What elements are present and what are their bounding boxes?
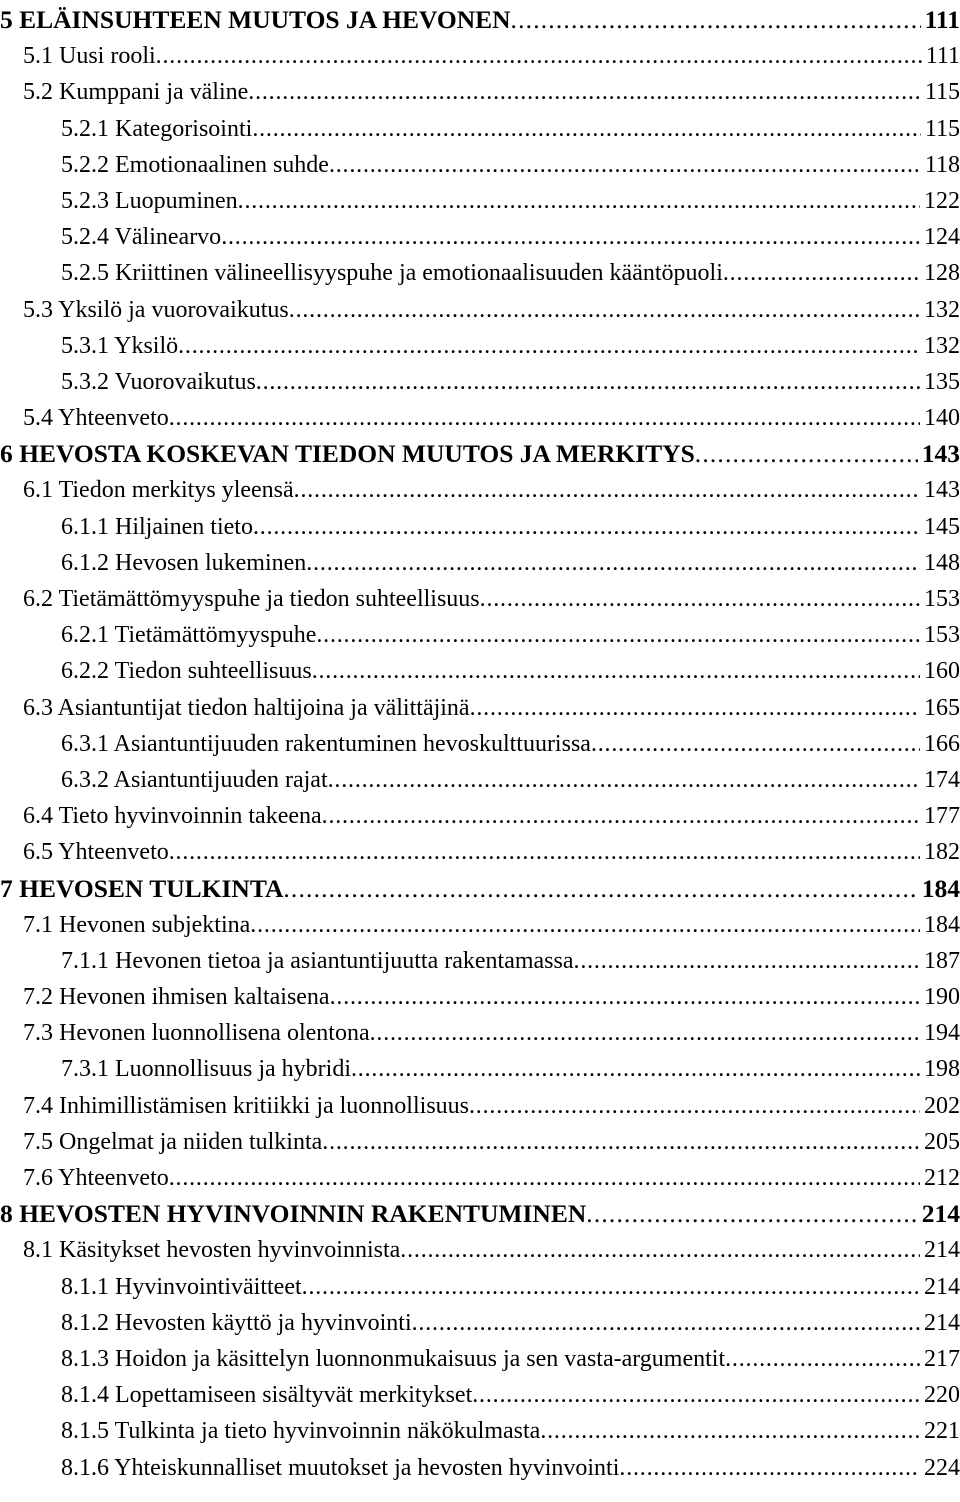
toc-page-number: 217 [924, 1345, 960, 1372]
toc-entry-title: 8.1.3 Hoidon ja käsittelyn luonnonmukaisuus ja sen vasta-argumentit [61, 1345, 726, 1372]
toc-subsection-entry[interactable] [0, 1413, 960, 1449]
toc-page-number: 148 [924, 549, 960, 576]
toc-entry-title: 8.1 Käsitykset hevosten hyvinvoinnista [23, 1237, 401, 1264]
toc-section-entry[interactable] [0, 581, 960, 617]
toc-entry-title: 5.2.4 Välinearvo [61, 224, 222, 251]
toc-dot-leader [250, 907, 920, 943]
toc-page-number: 160 [924, 658, 960, 685]
toc-entry-title: 6 HEVOSTA KOSKEVAN TIEDON MUUTOS JA MERKITYS [0, 439, 695, 469]
toc-section-entry[interactable] [0, 798, 960, 834]
toc-entry-title: 5.2.2 Emotionaalinen suhde [61, 151, 329, 178]
toc-subsection-entry[interactable] [0, 762, 960, 798]
toc-page-number: 187 [924, 947, 960, 974]
toc-dot-leader [540, 1413, 920, 1449]
toc-page-number: 184 [924, 911, 960, 938]
toc-entry-title: 5.3.2 Vuorovaikutus [61, 368, 256, 395]
toc-dot-leader [412, 1305, 920, 1341]
toc-page-number: 132 [924, 332, 960, 359]
toc-page-number: 115 [924, 79, 960, 106]
toc-page-number: 214 [924, 1309, 960, 1336]
toc-dot-leader [591, 726, 920, 762]
toc-page-number: 128 [924, 260, 960, 287]
toc-section-entry[interactable] [0, 400, 960, 436]
toc-dot-leader [329, 147, 921, 183]
toc-entry-title: 6.3.2 Asiantuntijuuden rajat [61, 766, 328, 793]
toc-subsection-entry[interactable] [0, 1450, 960, 1486]
toc-dot-leader [238, 183, 920, 219]
toc-entry-title: 6.3.1 Asiantuntijuuden rakentuminen hevoskulttuurissa [61, 730, 591, 757]
toc-subsection-entry[interactable] [0, 328, 960, 364]
toc-page-number: 198 [924, 1056, 960, 1083]
toc-subsection-entry[interactable] [0, 1305, 960, 1341]
toc-subsection-entry[interactable] [0, 1269, 960, 1305]
toc-entry-title: 6.5 Yhteenveto [23, 839, 169, 866]
toc-entry-title: 7.5 Ongelmat ja niiden tulkinta [23, 1128, 323, 1155]
toc-dot-leader [294, 472, 920, 508]
toc-dot-leader [400, 1232, 920, 1268]
toc-subsection-entry[interactable] [0, 255, 960, 291]
toc-page-number: 221 [924, 1418, 960, 1445]
toc-dot-leader [302, 1269, 920, 1305]
toc-subsection-entry[interactable] [0, 183, 960, 219]
toc-dot-leader [283, 871, 917, 907]
toc-entry-title: 8.1.6 Yhteiskunnalliset muutokset ja hevosten hyvinvointi [61, 1454, 620, 1481]
toc-dot-leader [169, 834, 920, 870]
toc-dot-leader [511, 2, 921, 38]
toc-entry-title: 5.2.5 Kriittinen välineellisyyspuhe ja emotionaalisuuden kääntöpuoli [61, 260, 723, 287]
toc-subsection-entry[interactable] [0, 1341, 960, 1377]
toc-subsection-entry[interactable] [0, 943, 960, 979]
toc-entry-title: 5 ELÄINSUHTEEN MUUTOS JA HEVONEN [0, 5, 511, 34]
toc-entry-title: 7.3.1 Luonnollisuus ja hybridi [61, 1056, 351, 1083]
toc-entry-title: 5.2.1 Kategorisointi [61, 115, 253, 142]
toc-entry-title: 7.4 Inhimillistämisen kritiikki ja luonnollisuus [23, 1092, 469, 1119]
toc-chapter-entry[interactable] [0, 436, 960, 472]
toc-dot-leader [312, 653, 920, 689]
toc-page-number: 174 [924, 766, 960, 793]
toc-section-entry[interactable] [0, 74, 960, 110]
toc-dot-leader [322, 1124, 920, 1160]
toc-dot-leader [586, 1196, 917, 1232]
toc-dot-leader [169, 400, 920, 436]
toc-page-number: 165 [924, 694, 960, 721]
toc-subsection-entry[interactable] [0, 545, 960, 581]
toc-page-number: 111 [924, 5, 960, 34]
toc-entry-title: 6.1.2 Hevosen lukeminen [61, 549, 307, 576]
toc-section-entry[interactable] [0, 979, 960, 1015]
toc-dot-leader [252, 111, 921, 147]
toc-dot-leader [248, 74, 921, 110]
toc-subsection-entry[interactable] [0, 219, 960, 255]
toc-subsection-entry[interactable] [0, 1377, 960, 1413]
toc-dot-leader [480, 581, 920, 617]
toc-section-entry[interactable] [0, 472, 960, 508]
toc-dot-leader [725, 1341, 920, 1377]
toc-entry-title: 7.6 Yhteenveto [23, 1165, 169, 1191]
toc-page-number: 124 [924, 224, 960, 251]
toc-entry-title: 7.2 Hevonen ihmisen kaltaisena [23, 984, 330, 1011]
toc-subsection-entry[interactable] [0, 111, 960, 147]
toc-dot-leader [169, 1160, 920, 1196]
toc-dot-leader [253, 509, 920, 545]
toc-dot-leader [306, 545, 920, 581]
toc-chapter-entry[interactable] [0, 871, 960, 907]
toc-dot-leader [156, 38, 922, 74]
toc-entry-title: 8.1.2 Hevosten käyttö ja hyvinvointi [61, 1309, 412, 1336]
toc-page-number: 205 [924, 1128, 960, 1155]
toc-page-number: 182 [924, 839, 960, 866]
toc-dot-leader [370, 1015, 920, 1051]
toc-page-number: 214 [924, 1273, 960, 1300]
toc-page-number: 115 [924, 115, 960, 142]
toc-section-entry[interactable] [0, 1015, 960, 1051]
toc-entry-title: 8 HEVOSTEN HYVINVOINNIN RAKENTUMINEN [0, 1199, 587, 1229]
toc-entry-title: 6.2 Tietämättömyyspuhe ja tiedon suhteellisuus [23, 586, 480, 612]
toc-entry-title: 6.1 Tiedon merkitys yleensä [23, 477, 294, 504]
toc-page-number: 224 [924, 1454, 960, 1481]
toc-dot-leader [316, 617, 920, 653]
toc-dot-leader [178, 328, 920, 364]
toc-page-number: 140 [924, 405, 960, 432]
toc-entry-title: 6.2.1 Tietämättömyyspuhe [61, 622, 317, 649]
toc-section-entry[interactable] [0, 38, 960, 74]
toc-entry-title: 8.1.5 Tulkinta ja tieto hyvinvoinnin näkökulmasta [61, 1418, 541, 1445]
toc-entry-title: 5.1 Uusi rooli [23, 43, 156, 70]
toc-chapter-entry[interactable] [0, 2, 960, 38]
toc-section-entry[interactable] [0, 907, 960, 943]
toc-dot-leader [472, 1377, 920, 1413]
toc-page-number: 143 [921, 439, 960, 469]
toc-entry-title: 5.2 Kumppani ja väline [23, 79, 249, 106]
toc-dot-leader [289, 292, 920, 328]
toc-page-number: 194 [924, 1020, 960, 1047]
toc-page-number: 212 [924, 1165, 960, 1191]
toc-dot-leader [619, 1450, 920, 1486]
toc-entry-title: 5.4 Yhteenveto [23, 405, 169, 432]
toc-dot-leader [351, 1051, 920, 1087]
toc-dot-leader [695, 436, 918, 472]
toc-section-entry[interactable] [0, 690, 960, 726]
toc-section-entry[interactable] [0, 1232, 960, 1268]
toc-entry-title: 8.1.4 Lopettamiseen sisältyvät merkitykset [61, 1382, 473, 1409]
toc-entry-title: 7.3 Hevonen luonnollisena olentona [23, 1020, 370, 1047]
toc-dot-leader [330, 979, 920, 1015]
toc-page-number: 135 [924, 368, 960, 395]
toc-section-entry[interactable] [0, 834, 960, 870]
toc-entry-title: 7.1.1 Hevonen tietoa ja asiantuntijuutta rakentamassa [61, 947, 574, 974]
toc-entry-title: 7 HEVOSEN TULKINTA [0, 873, 284, 903]
toc-dot-leader [256, 364, 920, 400]
toc-subsection-entry[interactable] [0, 617, 960, 653]
toc-section-entry[interactable] [0, 1160, 960, 1196]
toc-page-number: 202 [924, 1092, 960, 1119]
toc-entry-title: 6.3 Asiantuntijat tiedon haltijoina ja välittäjinä [23, 694, 470, 721]
toc-page-number: 177 [924, 803, 960, 830]
toc-entry-title: 5.3.1 Yksilö [61, 332, 179, 359]
toc-section-entry[interactable] [0, 292, 960, 328]
toc-dot-leader [322, 798, 920, 834]
toc-dot-leader [723, 255, 920, 291]
toc-dot-leader [328, 762, 920, 798]
toc-entry-title: 5.2.3 Luopuminen [61, 187, 238, 214]
toc-section-entry[interactable] [0, 1088, 960, 1124]
toc-page-number: 145 [924, 513, 960, 540]
toc-page-number: 132 [924, 296, 960, 323]
toc-entry-title: 6.1.1 Hiljainen tieto [61, 513, 253, 540]
toc-page-number: 111 [925, 43, 960, 70]
toc-dot-leader [574, 943, 920, 979]
toc-dot-leader [221, 219, 920, 255]
toc-entry-title: 6.2.2 Tiedon suhteellisuus [61, 658, 312, 685]
toc-page-number: 184 [921, 873, 960, 903]
toc-subsection-entry[interactable] [0, 147, 960, 183]
toc-page-number: 143 [924, 477, 960, 504]
toc-subsection-entry[interactable] [0, 653, 960, 689]
toc-subsection-entry[interactable] [0, 509, 960, 545]
toc-page-number: 153 [924, 586, 960, 612]
toc-page-number: 190 [924, 984, 960, 1011]
toc-entry-title: 8.1.1 Hyvinvointiväitteet [61, 1273, 302, 1300]
toc-section-entry[interactable] [0, 1124, 960, 1160]
toc-page-number: 214 [921, 1199, 960, 1229]
toc-page-number: 153 [924, 622, 960, 649]
toc-page-number: 214 [924, 1237, 960, 1264]
toc-page-number: 122 [924, 187, 960, 214]
toc-entry-title: 6.4 Tieto hyvinvoinnin takeena [23, 803, 322, 830]
toc-page-number: 118 [924, 151, 960, 178]
toc-dot-leader [470, 690, 920, 726]
toc-entry-title: 7.1 Hevonen subjektina [23, 911, 251, 938]
toc-subsection-entry[interactable] [0, 364, 960, 400]
toc-chapter-entry[interactable] [0, 1196, 960, 1232]
toc-subsection-entry[interactable] [0, 1051, 960, 1087]
toc-page-number: 166 [924, 730, 960, 757]
toc-page-number: 220 [924, 1382, 960, 1409]
toc-dot-leader [469, 1088, 920, 1124]
toc-subsection-entry[interactable] [0, 726, 960, 762]
toc-entry-title: 5.3 Yksilö ja vuorovaikutus [23, 296, 289, 323]
